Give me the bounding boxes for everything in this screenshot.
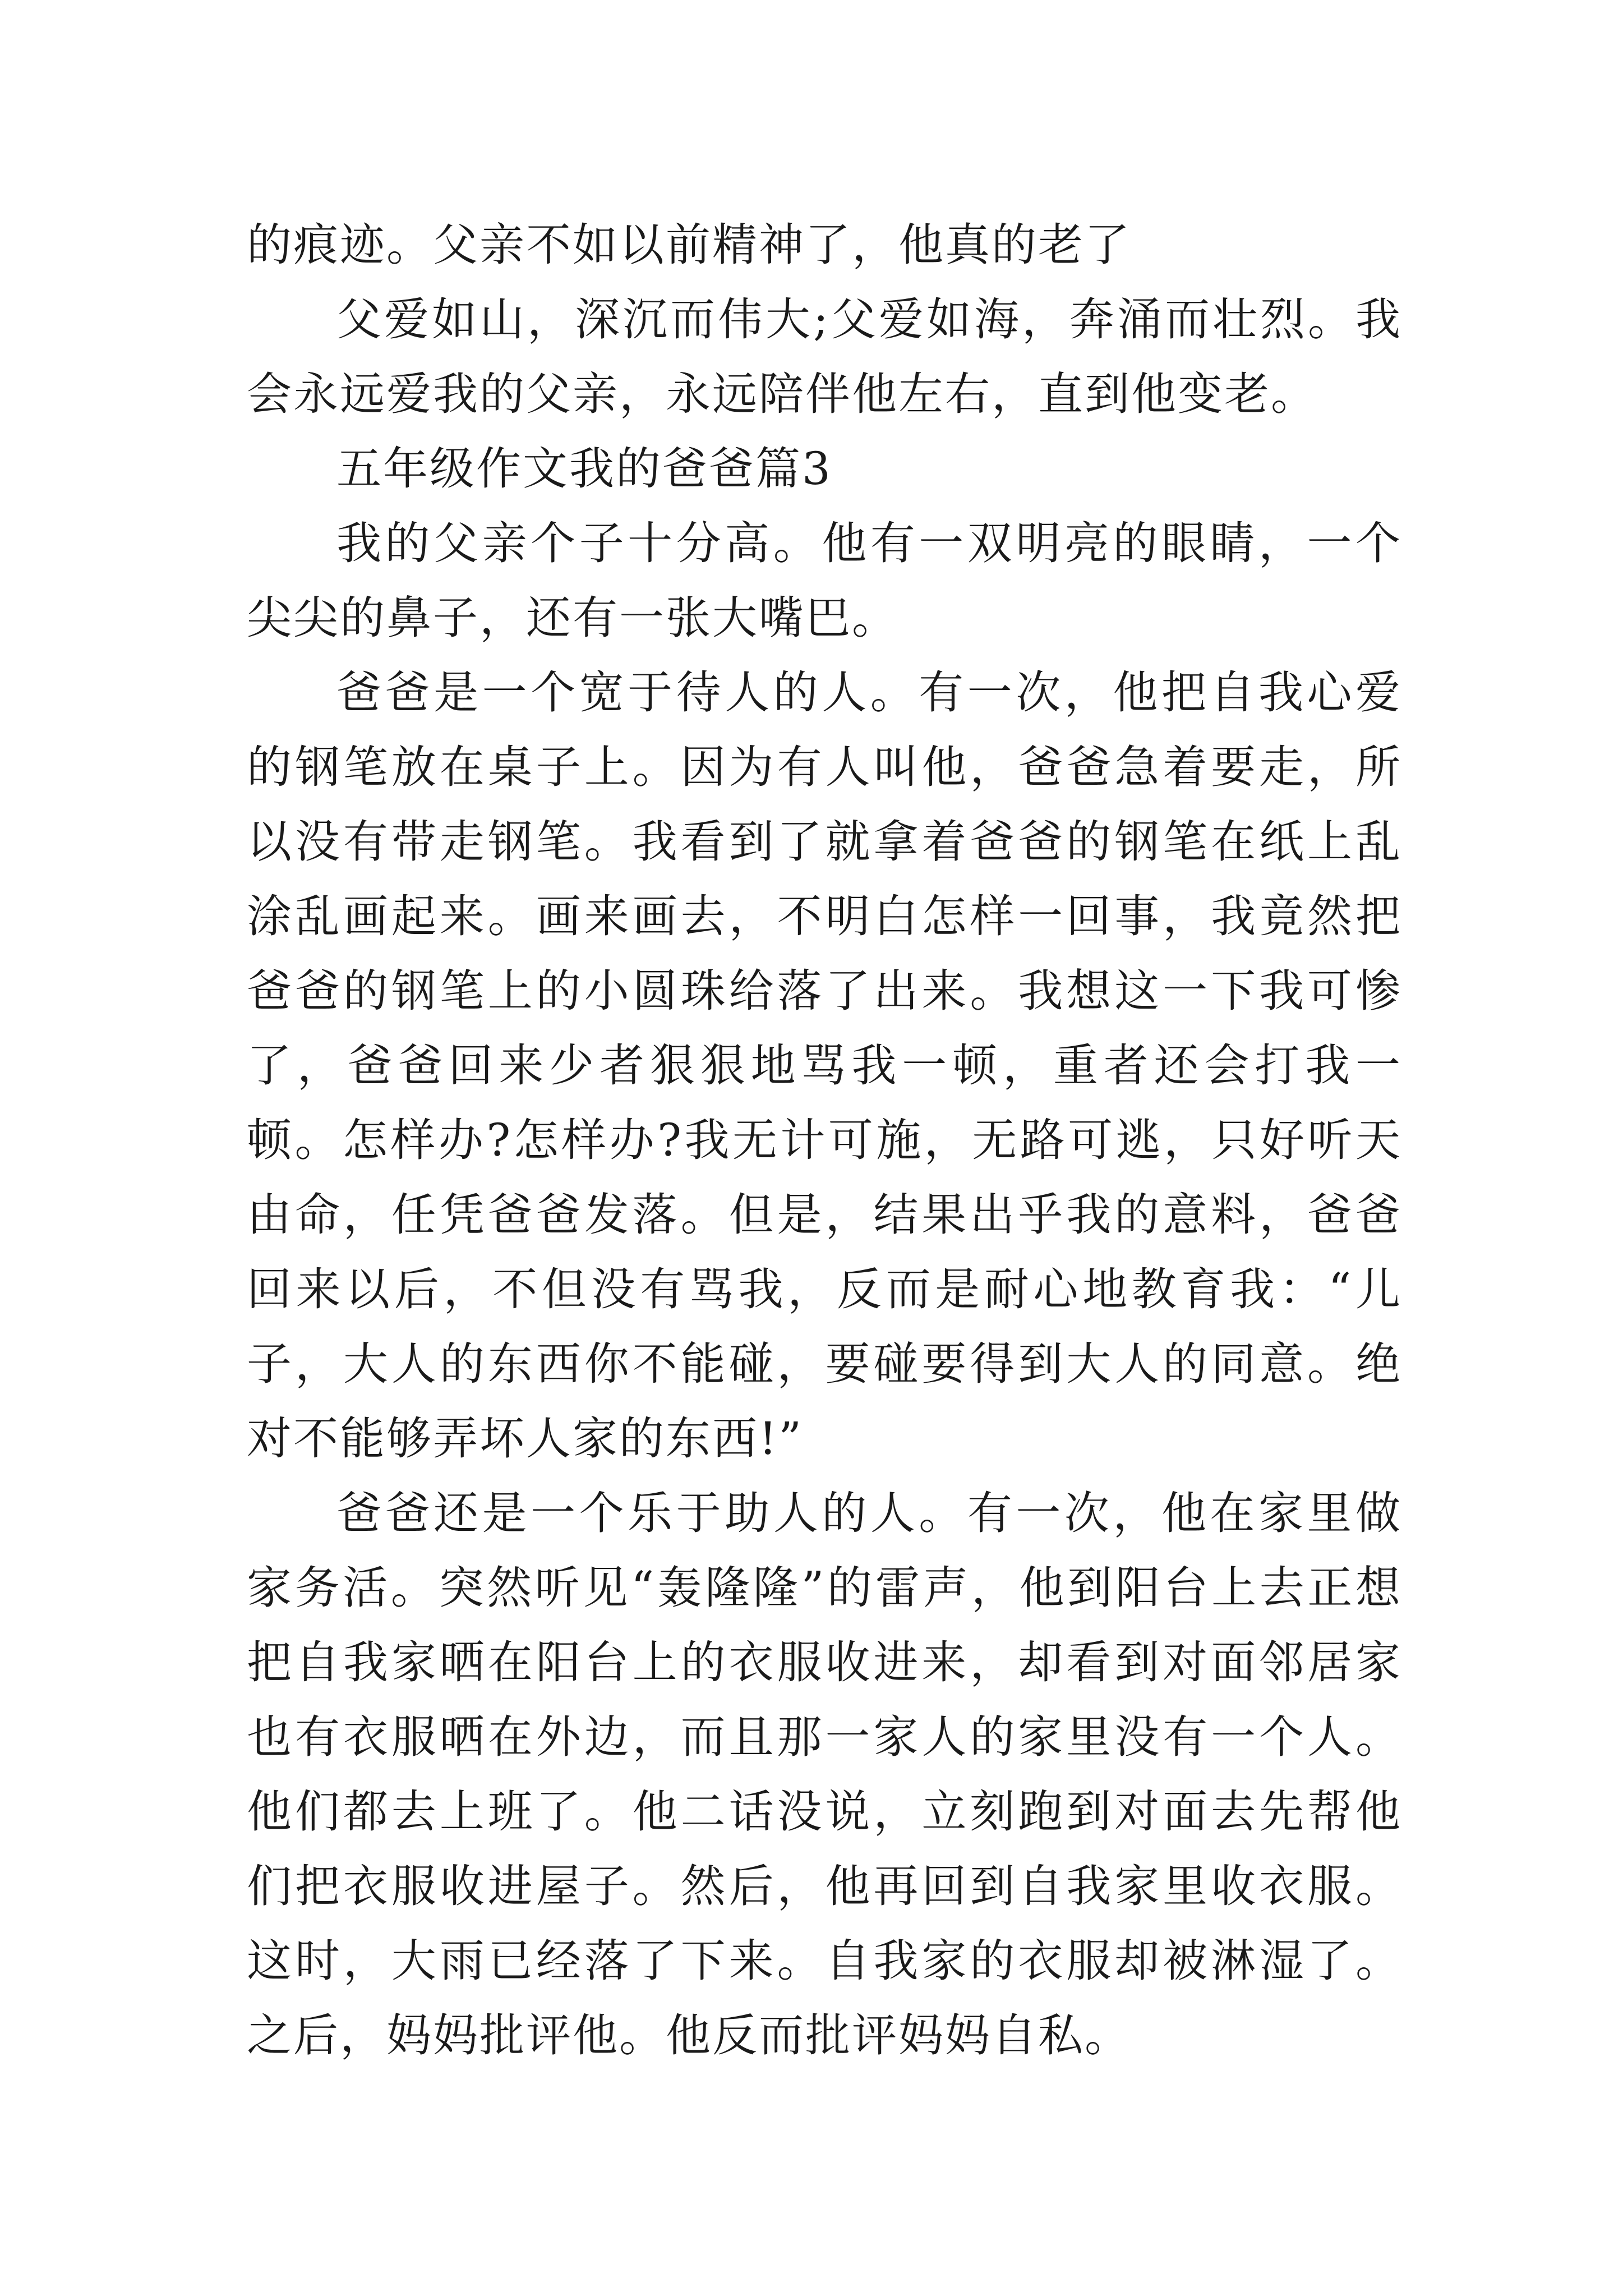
document-body bbox=[247, 208, 1402, 2073]
paragraph-pen-story: 爸爸是一个宽于待人的人。有一次，他把自我心爱的钢笔放在桌子上。因为有人叫他，爸爸急着要走，所以没有带走钢笔。我看到了就拿着爸爸的钢笔在纸上乱涂乱画起来。画来画去，不明白怎样一回事，我竟然把爸爸的钢笔上的小圆珠给落了出来。我想这一下我可惨了，爸爸回来少者狠狠地骂我一顿，重者还会打我一顿。怎样办?怎样办?我无计可施，无路可逃，只好听天由命，任凭爸爸发落。但是，结果出乎我的意料，爸爸回来以后，不但没有骂我，反而是耐心地教育我：“儿子，大人的东西你不能碰，要碰要得到大人的同意。绝对不能够弄坏人家的东西!” bbox=[247, 666, 1402, 1465]
section-heading: 五年级作文我的爸爸篇3 bbox=[336, 443, 832, 495]
paragraph-appearance: 我的父亲个子十分高。他有一双明亮的眼睛，一个尖尖的鼻子，还有一张大嘴巴。 bbox=[247, 517, 1402, 644]
paragraph-continuation: 的痕迹。父亲不如以前精神了，他真的老了 bbox=[247, 219, 1131, 271]
paragraph-helping-story: 爸爸还是一个乐于助人的人。有一次，他在家里做家务活。突然听见“轰隆隆”的雷声，他到阳台上去正想把自我家晒在阳台上的衣服收进来，却看到对面邻居家也有衣服晒在外边，而且那一家人的家里没有一个人。他们都去上班了。他二话没说，立刻跑到对面去先帮他们把衣服收进屋子。然后，他再回到自我家里收衣服。这时，大雨已经落了下来。自我家的衣服却被淋湿了。之后，妈妈批评他。他反而批评妈妈自私。 bbox=[247, 1487, 1402, 2062]
paragraph-father-love: 父爱如山，深沉而伟大;父爱如海，奔涌而壮烈。我会永远爱我的父亲，永远陪伴他左右，直到他变老。 bbox=[247, 293, 1402, 420]
